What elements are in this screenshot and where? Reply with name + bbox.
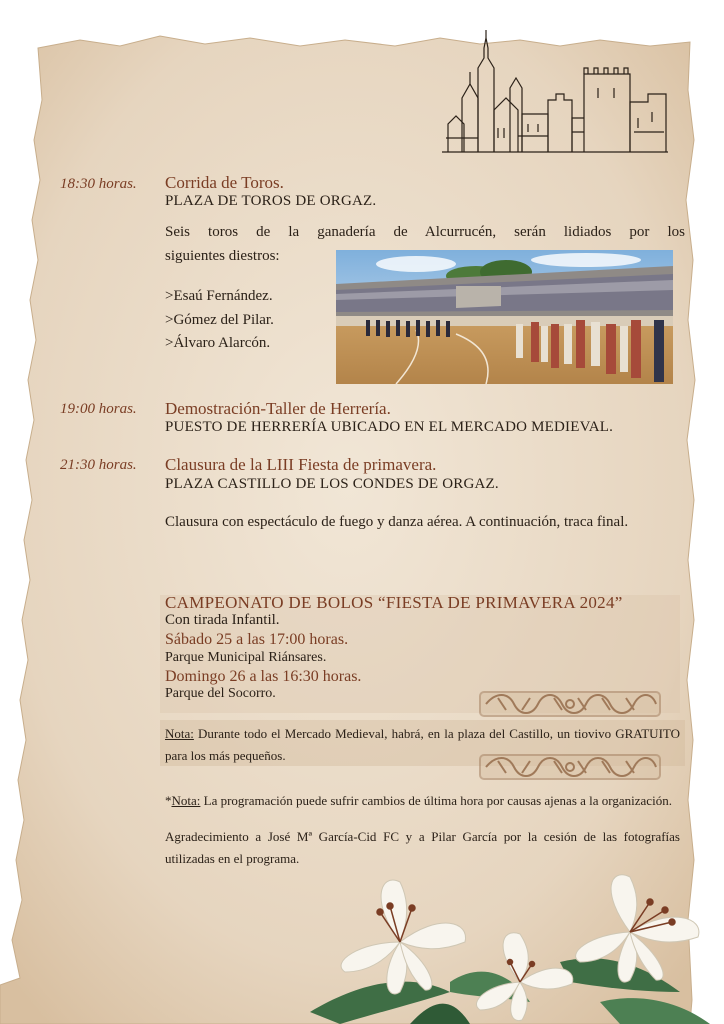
lily-flowers-illustration — [300, 862, 724, 1024]
event-location: PUESTO DE HERRERÍA UBICADO EN EL MERCADO MEDIEVAL. — [165, 419, 614, 435]
event-location: PLAZA CASTILLO DE LOS CONDES DE ORGAZ. — [165, 476, 499, 492]
event-description: Clausura con espectáculo de fuego y danza aérea. A continuación, traca final. — [165, 514, 629, 530]
bolos-title: CAMPEONATO DE BOLOS “FIESTA DE PRIMAVERA 2024” — [165, 593, 623, 612]
event-time: 21:30 horas. — [60, 457, 137, 473]
ornament-divider — [478, 752, 662, 782]
note-text: La programación puede sufrir cambios de última hora por causas ajenas a la organización. — [200, 793, 672, 808]
bolos-place: Parque del Socorro. — [165, 686, 276, 701]
note-agradecimiento: Agradecimiento a José Mª García-Cid FC y a Pilar García por la cesión de las fotografías utilizadas en el programa. — [165, 829, 680, 866]
bolos-date: Domingo 26 a las 16:30 horas. — [165, 668, 362, 685]
note-programacion — [165, 790, 680, 812]
diestro-item: >Gómez del Pilar. — [165, 312, 274, 328]
bullring-photo — [336, 250, 673, 384]
event-time: 18:30 horas. — [60, 176, 137, 192]
event-description-cont: siguientes diestros: — [165, 248, 280, 264]
bolos-date: Sábado 25 a las 17:00 horas. — [165, 631, 349, 648]
note-label: Nota: — [171, 793, 201, 808]
event-description: Seis toros de la ganadería de Alcurrucén, serán lidiados por los — [165, 224, 685, 240]
ornament-divider — [478, 688, 662, 720]
event-title: Clausura de la LIII Fiesta de primavera. — [165, 455, 437, 474]
castle-skyline-illustration — [438, 28, 672, 156]
event-time: 19:00 horas. — [60, 401, 137, 417]
note-text: Durante todo el Mercado Medieval, habrá, en la plaza del Castillo, un tiovivo GRATUITO para los más pequeños. — [165, 726, 680, 763]
event-location: PLAZA DE TOROS DE ORGAZ. — [165, 193, 377, 209]
diestro-item: >Álvaro Alarcón. — [165, 335, 271, 351]
bolos-subtitle: Con tirada Infantil. — [165, 612, 280, 628]
diestro-item: >Esaú Fernández. — [165, 288, 273, 304]
event-title: Demostración-Taller de Herrería. — [165, 399, 391, 418]
bolos-place: Parque Municipal Riánsares. — [165, 650, 327, 665]
note-prefix: * — [165, 793, 172, 808]
event-title: Corrida de Toros. — [165, 173, 284, 192]
note-label: Nota: — [165, 726, 194, 741]
